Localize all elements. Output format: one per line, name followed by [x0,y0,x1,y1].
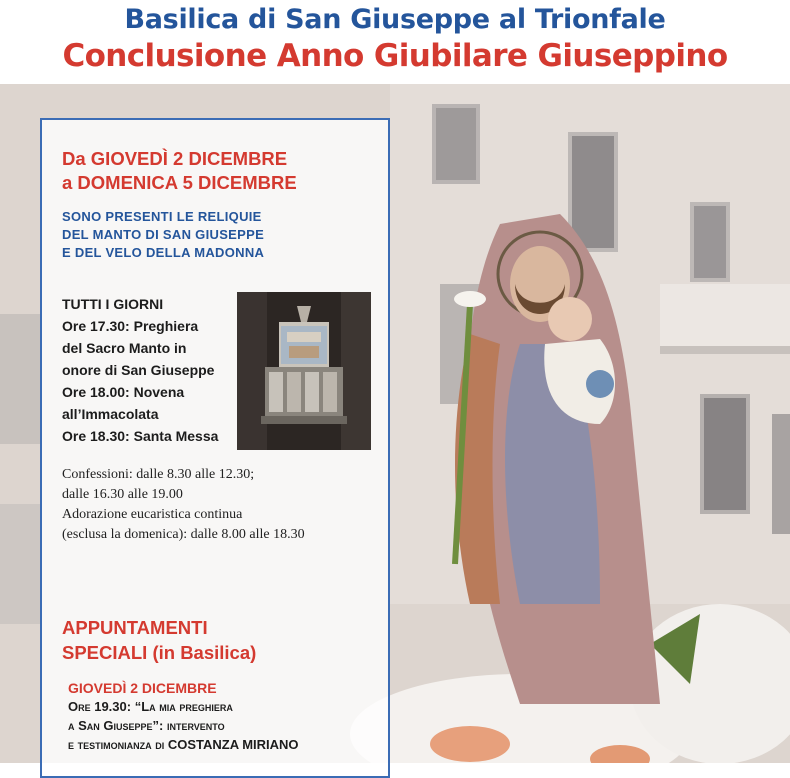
confessions-line: Confessioni: dalle 8.30 alle 12.30; [62,467,255,482]
dates-line-2: a DOMENICA 5 DICEMBRE [62,172,297,193]
basilica-title: Basilica di San Giuseppe al Trionfale [124,4,666,35]
reliquary-image [237,292,371,450]
daily-line: Ore 17.30: Preghiera [62,318,199,334]
daily-heading: TUTTI I GIORNI [62,296,164,312]
event-title: Conclusione Anno Giubilare Giuseppino [62,38,728,74]
adoration-line: Adorazione eucaristica continua [62,507,243,522]
daily-line: Ore 18.30: Santa Messa [62,428,219,444]
special-day: GIOVEDÌ 2 DICEMBRE [68,680,217,696]
daily-line: Ore 18.00: Novena [62,384,185,400]
daily-line: onore di San Giuseppe [62,362,215,378]
relics-line-2: DEL MANTO DI SAN GIUSEPPE [62,227,265,242]
special-heading-2: SPECIALI (in Basilica) [62,642,257,663]
confessions-line: dalle 16.30 alle 19.00 [62,487,183,502]
daily-line: del Sacro Manto in [62,340,187,356]
special-line: Ore 19.30: “La mia preghiera [68,699,233,714]
reliquary-photo [237,292,371,450]
adoration-line: (esclusa la domenica): dalle 8.00 alle 18.30 [62,527,305,542]
special-heading-1: APPUNTAMENTI [62,617,208,638]
daily-line: all’Immacolata [62,406,159,422]
header [0,0,790,84]
relics-line-1: SONO PRESENTI LE RELIQUIE [62,209,262,224]
relics-line-3: E DEL VELO DELLA MADONNA [62,245,265,260]
special-line: a San Giuseppe”: intervento [68,718,225,733]
dates-line-1: Da GIOVEDÌ 2 DICEMBRE [62,148,288,169]
special-line: e testimonianza di COSTANZA MIRIANO [68,737,299,752]
